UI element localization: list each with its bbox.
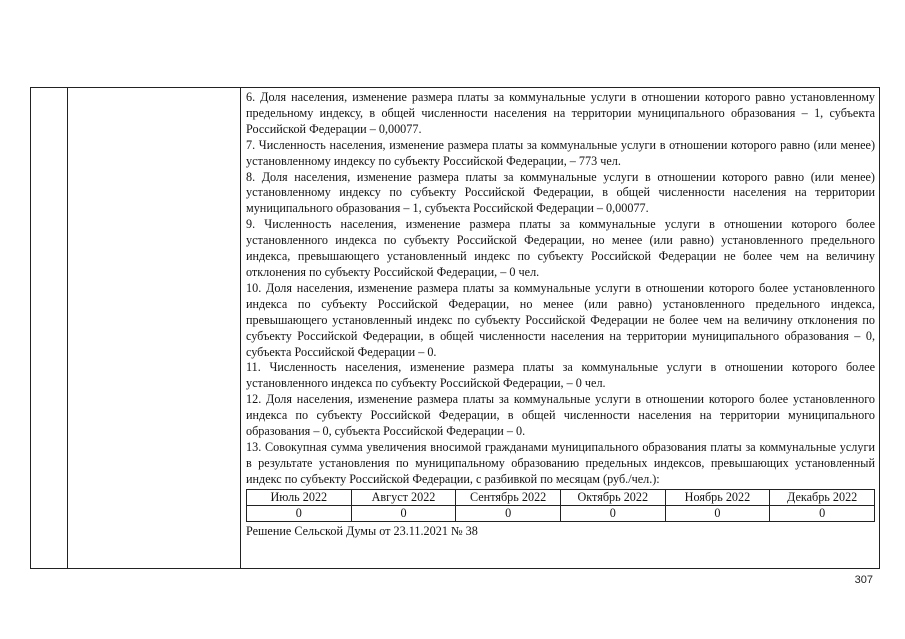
- decision-reference: Решение Сельской Думы от 23.11.2021 № 38: [246, 523, 478, 538]
- paragraph-13: 13. Совокупная сумма увеличения вносимой гражданами муниципального образования платы за коммунальные услуги в результате установления по муниципальному образованию предельных индексов, превышающих установленный индекс по субъекту Российской Федерации, с разбивкой по месяцам (руб./чел.):: [246, 439, 875, 486]
- column-divider-2: [240, 88, 241, 568]
- table-header-row: [247, 489, 875, 505]
- value-july: 0: [247, 505, 352, 521]
- header-october: Октябрь 2022: [560, 489, 665, 505]
- document-content: [246, 90, 875, 540]
- table-row: [247, 505, 875, 521]
- paragraph-11: 11. Численность населения, изменение размера платы за коммунальные услуги в отношении которого более установленного индекса по субъекту Российской Федерации, – 0 чел.: [246, 360, 875, 391]
- paragraph-10: 10. Доля населения, изменение размера платы за коммунальные услуги в отношении которого более установленного индекса по субъекту Российской Федерации, но менее (или равно) установленного предельного индекса, превышающего установленный индекс по субъекту Российской Федерации не более чем на величину отклонения по субъекту Российской Федерации, в общей численности населения на территории муниципального образования – 0, субъекта Российской Федерации – 0.: [246, 280, 875, 359]
- value-october: 0: [560, 505, 665, 521]
- monthly-sum-table: [246, 489, 875, 522]
- column-divider-1: [67, 88, 68, 568]
- page-number: 307: [854, 574, 873, 586]
- paragraph-8: 8. Доля населения, изменение размера платы за коммунальные услуги в отношении которого равно (или менее) установленному индексу по субъекту Российской Федерации, в общей численности населения на территории муниципального образования – 1, субъекта Российской Федерации – 0,00077.: [246, 169, 875, 216]
- paragraph-12: 12. Доля населения, изменение размера платы за коммунальные услуги в отношении которого более установленного индекса по субъекту Российской Федерации, в общей численности населения на территории муниципального образования – 0, субъекта Российской Федерации – 0.: [246, 392, 875, 439]
- paragraph-6: 6. Доля населения, изменение размера платы за коммунальные услуги в отношении которого равно установленному предельному индексу, в общей численности населения на территории муниципального образования – 1, субъекта Российской Федерации – 0,00077.: [246, 90, 875, 136]
- header-august: Август 2022: [351, 489, 456, 505]
- header-december: Декабрь 2022: [770, 489, 875, 505]
- paragraph-7: 7. Численность населения, изменение размера платы за коммунальные услуги в отношении которого равно (или менее) установленному индексу по субъекту Российской Федерации, – 773 чел.: [246, 137, 875, 168]
- header-september: Сентябрь 2022: [456, 489, 561, 505]
- paragraph-9: 9. Численность населения, изменение размера платы за коммунальные услуги в отношении которого более установленного индекса по субъекту Российской Федерации, но менее (или равно) установленного предельного индекса, превышающего установленный индекс по субъекту Российской Федерации не более чем на величину отклонения по субъекту Российской Федерации, – 0 чел.: [246, 217, 875, 279]
- value-september: 0: [456, 505, 561, 521]
- header-july: Июль 2022: [247, 489, 352, 505]
- value-august: 0: [351, 505, 456, 521]
- header-november: Ноябрь 2022: [665, 489, 770, 505]
- value-november: 0: [665, 505, 770, 521]
- document-table: [30, 87, 880, 569]
- value-december: 0: [770, 505, 875, 521]
